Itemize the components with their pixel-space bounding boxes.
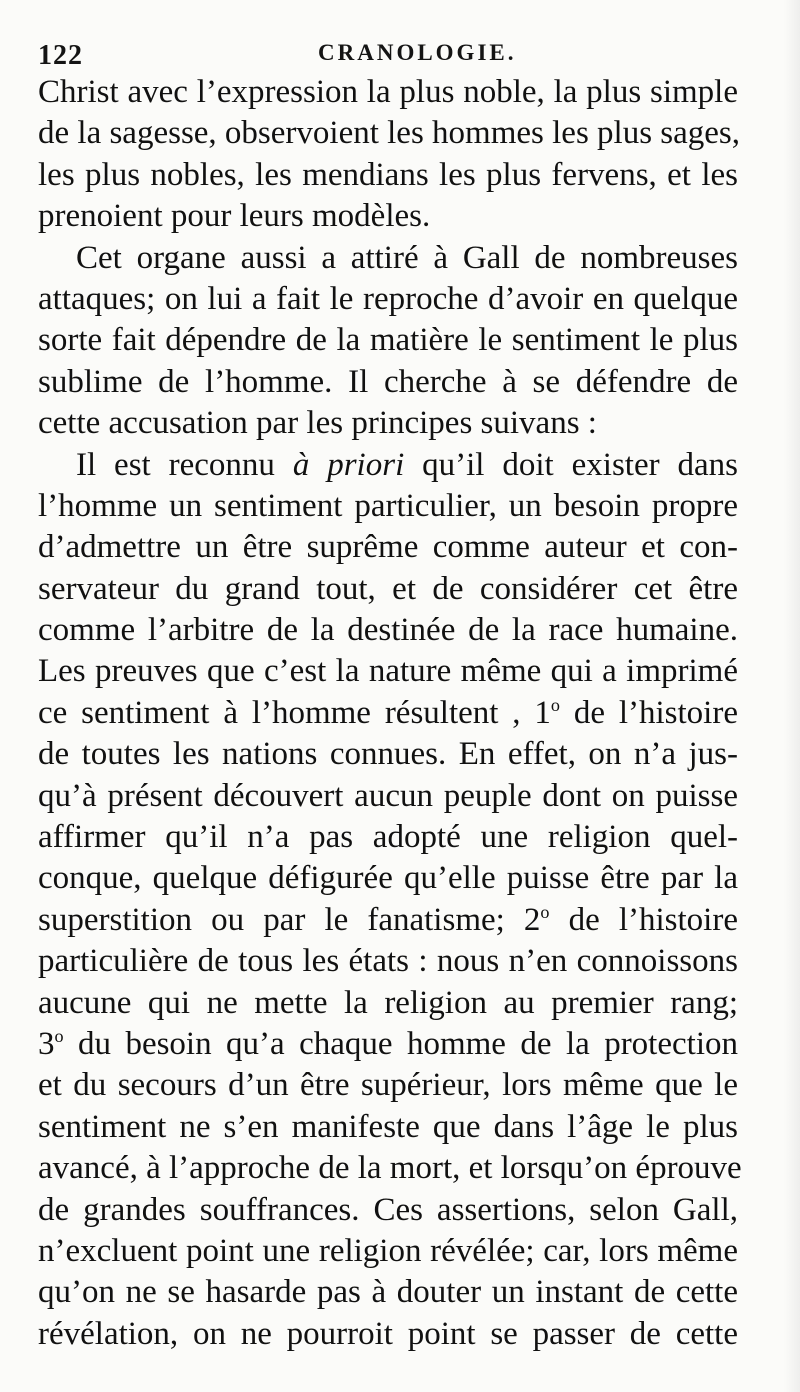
text-line: de toutes les nations connues. En effet, on n’a jus-: [38, 736, 738, 773]
text-line: l’homme un sentiment particulier, un besoin propre: [38, 487, 738, 524]
text-line-with-ordinal: [38, 900, 738, 941]
text-line: comme l’arbitre de la destinée de la race humaine.: [38, 612, 738, 649]
text-segment: 3: [38, 1025, 55, 1062]
text-segment: Il est reconnu: [76, 446, 293, 483]
text-line: attaques; on lui a fait le reproche d’avoir en quelque: [38, 280, 738, 317]
page-header: [38, 36, 750, 76]
ordinal-mark: o: [550, 694, 560, 715]
text-line: qu’on ne se hasarde pas à douter un instant de cette: [38, 1274, 738, 1311]
ordinal-mark: o: [54, 1025, 64, 1046]
text-line: aucune qui ne mette la religion au premier rang;: [38, 984, 738, 1021]
text-line: de grandes souffrances. Ces assertions, selon Gall,: [38, 1191, 738, 1228]
text-line: révélation, on ne pourroit point se passer de cette: [38, 1315, 738, 1352]
text-line: conque, quelque défigurée qu’elle puisse être par la: [38, 860, 738, 897]
text-line: sorte fait dépendre de la matière le sentiment le plus: [38, 322, 738, 359]
page-number: 122: [38, 40, 83, 71]
text-line: prenoient pour leurs modèles.: [38, 198, 431, 235]
text-segment: de l’histoire: [549, 901, 738, 938]
text-line: servateur du grand tout, et de considérer cet être: [38, 570, 738, 607]
text-segment: superstition ou par le fanatisme; 2: [38, 901, 541, 938]
text-line: Christ avec l’expression la plus noble, la plus simple: [38, 74, 738, 110]
text-line: d’admettre un être suprême comme auteur et con-: [38, 529, 738, 566]
page-edge-shadow: [784, 0, 800, 1392]
text-line-with-italic: [38, 445, 738, 486]
italic-phrase: à priori: [292, 446, 405, 483]
text-line: affirmer qu’il n’a pas adopté une religion quel-: [38, 819, 738, 856]
text-line-with-ordinal: [38, 1024, 738, 1065]
text-line: sentiment ne s’en manifeste que dans l’âge le plus: [38, 1108, 738, 1145]
text-segment: de l’histoire: [559, 694, 738, 731]
text-line: n’excluent point une religion révélée; car, lors même: [38, 1232, 738, 1269]
text-line: Les preuves que c’est la nature même qui a imprimé: [38, 653, 738, 690]
text-line: qu’à présent découvert aucun peuple dont on puisse: [38, 777, 738, 814]
text-line: avancé, à l’approche de la mort, et lorsqu’on éprouve: [38, 1150, 742, 1187]
text-segment: ce sentiment à l’homme résultent , 1: [38, 694, 551, 731]
text-line-with-ordinal: [38, 693, 738, 734]
ordinal-mark: o: [540, 901, 550, 922]
text-line: les plus nobles, les mendians les plus fervens, et les: [38, 156, 738, 193]
text-line: de la sagesse, observoient les hommes les plus sages,: [38, 115, 741, 152]
text-line: Cet organe aussi a attiré à Gall de nombreuses: [76, 239, 738, 276]
text-segment: du besoin qu’a chaque homme de la protection: [63, 1025, 738, 1062]
text-line: cette accusation par les principes suivans :: [38, 405, 597, 442]
text-line: particulière de tous les états : nous n’en connoissons: [38, 943, 738, 980]
text-segment: qu’il doit exister dans: [404, 446, 738, 483]
body-text: [38, 72, 742, 1355]
text-line: sublime de l’homme. Il cherche à se défendre de: [38, 363, 738, 400]
text-line: et du secours d’un être supérieur, lors même que le: [38, 1067, 738, 1104]
running-title: CRANOLOGIE.: [318, 40, 517, 65]
